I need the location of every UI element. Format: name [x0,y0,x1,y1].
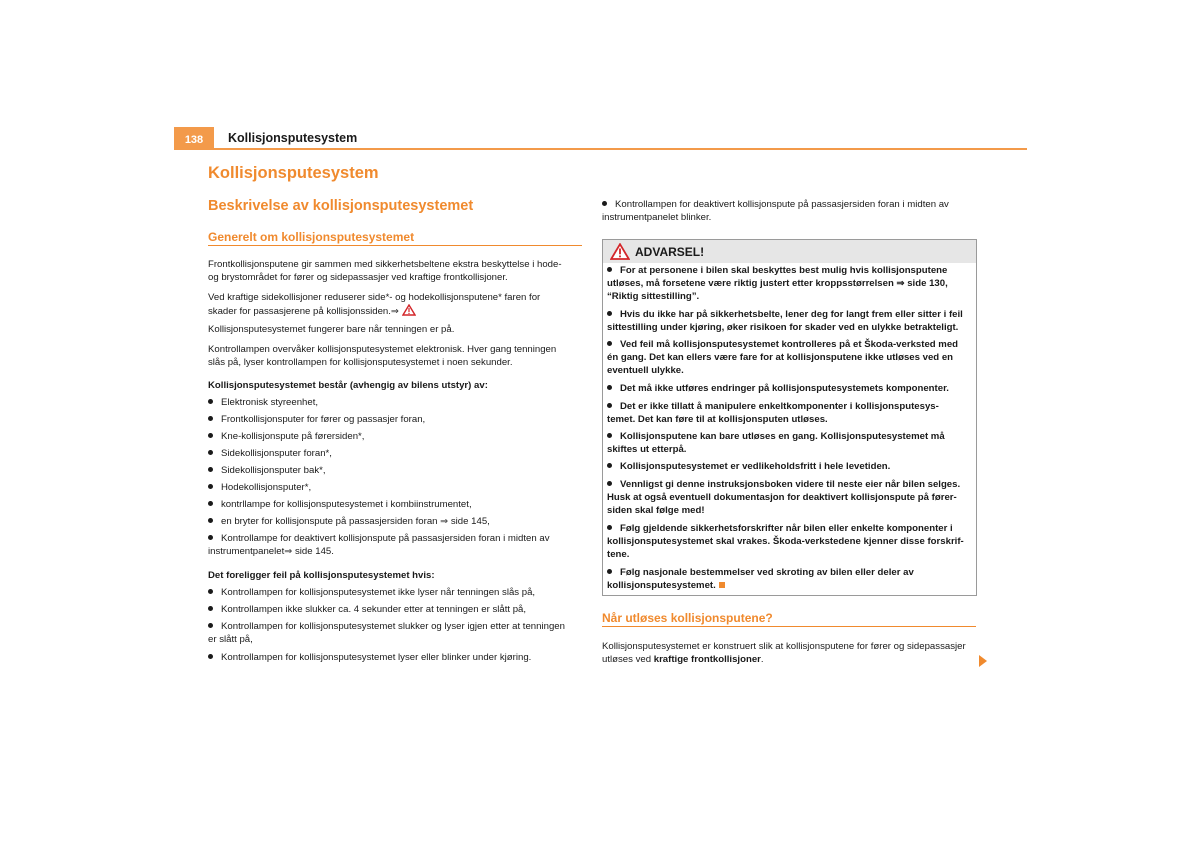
bullet-icon [208,450,213,455]
warning-item-text: Følg nasjonale bestemmelser ved skroting av bilen eller deler av [620,567,914,578]
warning-triangle-icon [610,243,630,265]
subsection-heading-deploy: Når utløses kollisjonsputene? [602,611,976,627]
warning-item-text: Vennligst gi denne instruksjonsboken videre til neste eier når bilen selges. [620,479,961,490]
warning-item-text: skiftes ut etterpå. [607,444,687,456]
warning-item-text: Det må ikke utføres endringer på kollisjonsputesystemets komponenter. [620,383,949,394]
bullet-icon [208,518,213,523]
warning-item-text: Hvis du ikke har på sikkerhetsbelte, lener deg for langt frem eller sitter i feil [620,309,963,320]
deactivated-airbag-item [602,198,949,224]
bullet-icon [607,525,612,530]
list-item-text: Kontrollampen for kollisjonsputesystemet lyser eller blinker under kjøring. [221,652,532,663]
monitor-line-2: slås på, lyser kontrollampen for kollisjonsputesystemet i noen sekunder. [208,357,513,369]
list-item [208,413,425,426]
list-item-text: Kontrollampe for deaktivert kollisjonspute på passasjersiden foran i midten av [221,533,550,544]
bullet-icon [208,535,213,540]
faults-heading: Det foreligger feil på kollisjonsputesystemet hvis: [208,570,435,581]
warning-triangle-icon [402,304,416,320]
next-page-arrow-icon [979,655,987,667]
warning-item-text: Husk at også eventuell dokumentasjon for deaktivert kollisjonspute på fører- [607,492,957,504]
warning-item [607,264,971,304]
list-item [208,532,550,558]
list-item [208,396,318,409]
monitor-paragraph [208,343,556,369]
warning-item-text: én gang. Det kan ellers være fare for at kollisjonsputene ikke utløses ved en [607,352,954,364]
list-item-text: Sidekollisjonsputer foran*, [221,448,332,459]
warning-item-text: Det er ikke tillatt å manipulere enkeltkomponenter i kollisjonsputesys- [620,401,939,412]
bullet-icon [607,433,612,438]
bullet-icon [607,481,612,486]
bullet-icon [208,467,213,472]
list-item [208,481,311,494]
list-item [208,651,531,664]
monitor-line-1: Kontrollampen overvåker kollisjonsputesystemet elektronisk. Hver gang tenningen [208,344,557,355]
warning-item-text: Kollisjonsputesystemet er vedlikeholdsfritt i hele levetiden. [620,461,891,472]
bullet-icon [208,589,213,594]
bullet-icon [208,433,213,438]
warning-item [607,382,971,395]
intro-line-2: og brystområdet for fører og sidepassasjer ved kraftige frontkollisjoner. [208,272,508,284]
side-airbag-line-1: Ved kraftige sidekollisjoner reduserer side*- og hodekollisjonsputene* faren for [208,292,541,303]
list-item-text: Kontrollampen for kollisjonsputesystemet ikke lyser når tenningen slås på, [221,587,536,598]
subsection-heading: Generelt om kollisjonsputesystemet [208,230,582,246]
deploy-line-1: Kollisjonsputesystemet er konstruert slik at kollisjonsputene for fører og sidepassasjer [602,641,966,652]
warning-item-text: siden skal følge med! [607,505,705,517]
bullet-icon [208,399,213,404]
list-item [208,603,526,616]
warning-item [607,430,971,456]
warning-item-text: kollisjonsputesystemet. [607,580,716,592]
list-item-text: instrumentpanelet⇒ side 145. [208,546,334,557]
list-item-text: Kontrollampen ikke slukker ca. 4 sekunder etter at tenningen er slått på, [221,604,527,615]
end-square-icon [719,582,725,588]
bullet-icon [602,201,607,206]
warning-box [602,239,977,596]
bullet-icon [607,341,612,346]
bullet-icon [607,569,612,574]
list-item [208,430,364,443]
warning-item [607,460,971,473]
list-item-text: en bryter for kollisjonspute på passasjersiden foran ⇒ side 145, [221,516,490,527]
header-rule [174,148,1027,150]
components-heading: Kollisjonsputesystemet består (avhengig av bilens utstyr) av: [208,380,488,391]
bullet-icon [208,484,213,489]
deploy-line-2-bold: kraftige frontkollisjoner [653,654,761,666]
warning-item-text: For at personene i bilen skal beskyttes best mulig hvis kollisjonsputene [620,265,948,276]
warning-item-text: eventuell ulykke. [607,365,684,377]
warning-header [603,240,976,263]
bullet-icon [208,654,213,659]
deploy-line-2-pre: utløses ved [602,654,654,666]
list-item-text: Elektronisk styreenhet, [221,397,319,408]
page-number: 138 [174,127,214,149]
warning-item-text: “Riktig sittestilling”. [607,291,700,303]
list-item [208,515,490,528]
side-airbag-line-2: skader for passasjerene på kollisjonssiden.⇒ [208,306,399,318]
side-airbag-paragraph [208,291,540,320]
list-item [208,464,326,477]
list-item-text: Sidekollisjonsputer bak*, [221,465,326,476]
warning-item [607,308,971,334]
list-item [208,620,565,646]
warning-item-text: Følg gjeldende sikkerhetsforskrifter når bilen eller enkelte komponenter i [620,523,953,534]
bullet-icon [208,501,213,506]
bullet-icon [208,606,213,611]
warning-item-text: Kollisjonsputene kan bare utløses en gang. Kollisjonsputesystemet må [620,431,945,442]
warning-item [607,566,971,592]
warning-item-text: Ved feil må kollisjonsputesystemet kontrolleres på et Škoda-verksted med [620,339,959,350]
ignition-paragraph: Kollisjonsputesystemet fungerer bare når tenningen er på. [208,324,455,335]
list-item-text: Frontkollisjonsputer for fører og passasjer foran, [221,414,426,425]
list-item-text: kontrllampe for kollisjonsputesystemet i kombiinstrumentet, [221,499,472,510]
warning-title: ADVARSEL! [635,245,705,259]
warning-item [607,522,971,562]
warning-item [607,338,971,378]
deploy-line-2-post: . [760,654,764,666]
bullet-icon [607,385,612,390]
bullet-icon [607,267,612,272]
list-item-text: Hodekollisjonsputer*, [221,482,312,493]
warning-item [607,478,971,518]
section-heading: Beskrivelse av kollisjonsputesystemet [208,198,474,214]
warning-item-text: temet. Det kan føre til at kollisjonsputen utløses. [607,414,828,426]
list-item [208,498,472,511]
page-title: Kollisjonsputesystem [208,164,379,182]
list-item [208,447,332,460]
deploy-paragraph [602,640,966,666]
warning-item-text: sittestilling under kjøring, øker risikoen for skader ved en ulykke betrakteligt. [607,322,959,334]
warning-item-text: kollisjonsputesystemet skal vrakes. Škoda-verkstedene kjenner disse forskrif- [607,536,964,548]
bullet-icon [208,416,213,421]
list-item-text: Kontrollampen for kollisjonsputesystemet slukker og lyser igjen etter at tenningen [221,621,565,632]
bullet-icon [607,463,612,468]
list-item [208,586,535,599]
warning-item [607,400,971,426]
bullet-icon [607,311,612,316]
warning-item-text: tene. [607,549,630,561]
intro-line-1: Frontkollisjonsputene gir sammen med sikkerhetsbeltene ekstra beskyttelse i hode- [208,259,562,270]
bullet-icon [208,623,213,628]
list-item-text: Kontrollampen for deaktivert kollisjonspute på passasjersiden foran i midten av [615,199,949,210]
list-item-text: instrumentpanelet blinker. [602,212,712,223]
intro-paragraph [208,258,562,284]
bullet-icon [607,403,612,408]
list-item-text: Kne-kollisjonspute på førersiden*, [221,431,365,442]
list-item-text: er slått på, [208,634,253,645]
running-header-title: Kollisjonsputesystem [228,131,358,145]
warning-item-text: utløses, må forsetene være riktig justert etter kroppsstørrelsen ⇒ side 130, [607,278,948,290]
